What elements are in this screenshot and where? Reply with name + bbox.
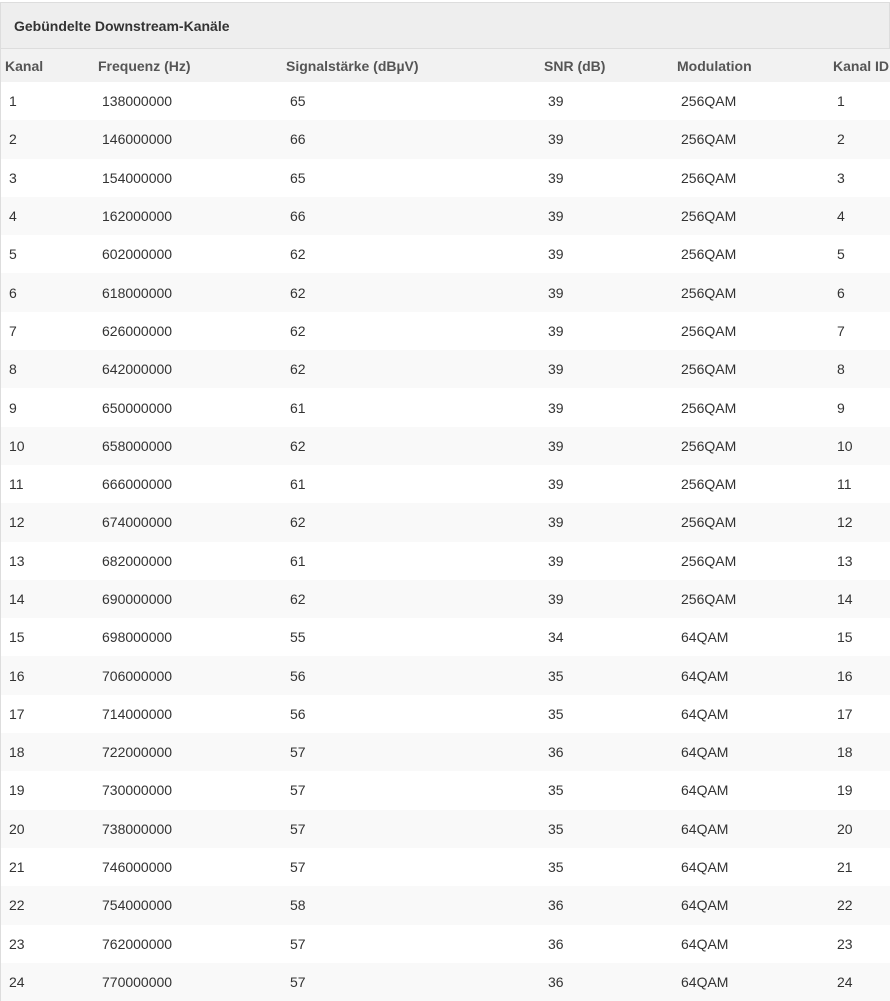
cell-frequenz: 626000000 (102, 322, 173, 339)
cell-kanal: 10 (9, 437, 25, 454)
table-row (1, 273, 890, 311)
cell-signalstaerke: 56 (290, 667, 306, 684)
cell-signalstaerke: 61 (290, 552, 306, 569)
cell-modulation: 64QAM (681, 897, 729, 914)
cell-signalstaerke: 57 (290, 744, 306, 761)
table-row (1, 733, 890, 771)
cell-modulation: 256QAM (681, 169, 737, 186)
table-row (1, 771, 890, 809)
cell-signalstaerke: 56 (290, 705, 306, 722)
cell-snr: 39 (548, 437, 564, 454)
cell-kanal-id: 20 (837, 820, 853, 837)
cell-signalstaerke: 66 (290, 131, 306, 148)
cell-frequenz: 738000000 (102, 820, 173, 837)
cell-kanal: 16 (9, 667, 25, 684)
cell-modulation: 256QAM (681, 476, 737, 493)
panel-title: Gebündelte Downstream-Kanäle (1, 2, 889, 49)
cell-modulation: 256QAM (681, 131, 737, 148)
cell-snr: 39 (548, 131, 564, 148)
table-row (1, 963, 890, 1001)
cell-kanal: 4 (9, 208, 17, 225)
cell-kanal: 19 (9, 782, 25, 799)
cell-frequenz: 618000000 (102, 284, 173, 301)
cell-kanal: 5 (9, 246, 17, 263)
cell-modulation: 256QAM (681, 208, 737, 225)
cell-signalstaerke: 57 (290, 973, 306, 990)
cell-signalstaerke: 62 (290, 361, 306, 378)
cell-kanal: 7 (9, 322, 17, 339)
table-header-row (1, 49, 890, 82)
cell-kanal: 14 (9, 591, 25, 607)
cell-kanal: 6 (9, 284, 17, 301)
cell-snr: 39 (548, 476, 564, 493)
cell-frequenz: 762000000 (102, 935, 173, 952)
table-row (1, 120, 890, 158)
table-row (1, 312, 890, 350)
cell-signalstaerke: 66 (290, 208, 306, 225)
table-header (1, 49, 890, 82)
cell-signalstaerke: 62 (290, 591, 306, 607)
cell-kanal-id: 17 (837, 705, 853, 722)
cell-modulation: 64QAM (681, 782, 729, 799)
cell-modulation: 256QAM (681, 591, 737, 607)
cell-kanal-id: 18 (837, 744, 853, 761)
cell-frequenz: 602000000 (102, 246, 173, 263)
cell-frequenz: 730000000 (102, 782, 173, 799)
cell-modulation: 64QAM (681, 820, 729, 837)
cell-signalstaerke: 61 (290, 399, 306, 416)
cell-frequenz: 690000000 (102, 591, 173, 607)
table-row (1, 350, 890, 388)
table-row (1, 695, 890, 733)
cell-frequenz: 642000000 (102, 361, 173, 378)
cell-snr: 39 (548, 322, 564, 339)
cell-frequenz: 666000000 (102, 476, 173, 493)
table-row (1, 465, 890, 503)
column-header-kanal-id: Kanal ID (833, 57, 890, 74)
cell-kanal-id: 22 (837, 897, 853, 914)
cell-kanal-id: 16 (837, 667, 853, 684)
cell-frequenz: 674000000 (102, 514, 173, 531)
cell-modulation: 64QAM (681, 744, 729, 761)
cell-signalstaerke: 65 (290, 93, 306, 110)
cell-frequenz: 162000000 (102, 208, 173, 225)
cell-signalstaerke: 62 (290, 322, 306, 339)
cell-kanal-id: 7 (837, 322, 845, 339)
cell-snr: 35 (548, 705, 564, 722)
cell-modulation: 64QAM (681, 973, 729, 990)
table-row (1, 580, 890, 618)
cell-kanal-id: 1 (837, 93, 845, 110)
cell-signalstaerke: 62 (290, 514, 306, 531)
table-row (1, 197, 890, 235)
cell-frequenz: 146000000 (102, 131, 173, 148)
cell-frequenz: 754000000 (102, 897, 173, 914)
cell-kanal-id: 5 (837, 246, 845, 263)
cell-snr: 36 (548, 973, 564, 990)
cell-kanal-id: 21 (837, 859, 853, 876)
cell-kanal: 21 (9, 859, 25, 876)
cell-kanal-id: 6 (837, 284, 845, 301)
cell-snr: 39 (548, 399, 564, 416)
cell-signalstaerke: 55 (290, 629, 306, 646)
cell-modulation: 256QAM (681, 437, 737, 454)
table-row (1, 159, 890, 197)
cell-snr: 39 (548, 93, 564, 110)
downstream-channels-panel (0, 2, 890, 1001)
column-header-signalstaerke: Signalstärke (dBµV) (286, 57, 419, 74)
cell-modulation: 64QAM (681, 705, 729, 722)
cell-signalstaerke: 57 (290, 935, 306, 952)
table-row (1, 503, 890, 541)
cell-signalstaerke: 58 (290, 897, 306, 914)
cell-modulation: 256QAM (681, 246, 737, 263)
cell-signalstaerke: 57 (290, 782, 306, 799)
table-row (1, 427, 890, 465)
cell-kanal-id: 10 (837, 437, 853, 454)
cell-signalstaerke: 61 (290, 476, 306, 493)
cell-frequenz: 706000000 (102, 667, 173, 684)
cell-kanal-id: 4 (837, 208, 845, 225)
cell-kanal: 23 (9, 935, 25, 952)
cell-signalstaerke: 62 (290, 437, 306, 454)
cell-kanal-id: 24 (837, 973, 853, 990)
column-header-kanal: Kanal (5, 57, 44, 74)
cell-modulation: 256QAM (681, 552, 737, 569)
cell-kanal-id: 2 (837, 131, 845, 148)
cell-snr: 39 (548, 169, 564, 186)
cell-kanal: 1 (9, 93, 17, 110)
cell-kanal-id: 3 (837, 169, 845, 186)
table-row (1, 810, 890, 848)
cell-modulation: 256QAM (681, 284, 737, 301)
cell-snr: 39 (548, 208, 564, 225)
cell-kanal: 18 (9, 744, 25, 761)
cell-kanal: 3 (9, 169, 17, 186)
column-header-frequenz: Frequenz (Hz) (98, 57, 191, 74)
cell-modulation: 64QAM (681, 859, 729, 876)
cell-kanal: 22 (9, 897, 25, 914)
cell-kanal-id: 15 (837, 629, 853, 646)
cell-kanal-id: 13 (837, 552, 853, 569)
cell-snr: 36 (548, 897, 564, 914)
cell-snr: 34 (548, 629, 564, 646)
cell-modulation: 64QAM (681, 629, 729, 646)
cell-kanal: 24 (9, 973, 25, 990)
cell-kanal-id: 14 (837, 591, 853, 607)
cell-modulation: 256QAM (681, 93, 737, 110)
cell-modulation: 256QAM (681, 399, 737, 416)
cell-kanal: 9 (9, 399, 17, 416)
column-header-modulation: Modulation (677, 57, 752, 74)
table-body (1, 82, 890, 1001)
table-row (1, 925, 890, 963)
cell-frequenz: 698000000 (102, 629, 173, 646)
cell-modulation: 64QAM (681, 667, 729, 684)
table-row (1, 542, 890, 580)
cell-modulation: 256QAM (681, 322, 737, 339)
cell-snr: 36 (548, 935, 564, 952)
cell-kanal: 8 (9, 361, 17, 378)
cell-frequenz: 682000000 (102, 552, 173, 569)
cell-signalstaerke: 62 (290, 284, 306, 301)
cell-kanal-id: 12 (837, 514, 853, 531)
cell-modulation: 64QAM (681, 935, 729, 952)
cell-snr: 35 (548, 667, 564, 684)
cell-snr: 35 (548, 859, 564, 876)
cell-frequenz: 650000000 (102, 399, 173, 416)
column-header-snr: SNR (dB) (544, 57, 606, 74)
downstream-channels-table (1, 49, 890, 1001)
cell-snr: 36 (548, 744, 564, 761)
cell-frequenz: 154000000 (102, 169, 173, 186)
table-row (1, 886, 890, 924)
cell-frequenz: 658000000 (102, 437, 173, 454)
cell-frequenz: 138000000 (102, 93, 173, 110)
cell-frequenz: 722000000 (102, 744, 173, 761)
cell-signalstaerke: 62 (290, 246, 306, 263)
cell-snr: 39 (548, 514, 564, 531)
table-row (1, 656, 890, 694)
cell-signalstaerke: 57 (290, 820, 306, 837)
cell-snr: 39 (548, 552, 564, 569)
cell-signalstaerke: 57 (290, 859, 306, 876)
cell-kanal: 15 (9, 629, 25, 646)
cell-kanal: 20 (9, 820, 25, 837)
table-row (1, 848, 890, 886)
cell-kanal-id: 23 (837, 935, 853, 952)
cell-snr: 39 (548, 591, 564, 607)
cell-kanal: 2 (9, 131, 17, 148)
cell-modulation: 256QAM (681, 361, 737, 378)
cell-modulation: 256QAM (681, 514, 737, 531)
cell-frequenz: 770000000 (102, 973, 173, 990)
cell-snr: 39 (548, 361, 564, 378)
table-row (1, 388, 890, 426)
cell-kanal: 11 (9, 476, 24, 493)
cell-kanal: 12 (9, 514, 25, 531)
cell-kanal-id: 8 (837, 361, 845, 378)
cell-frequenz: 714000000 (102, 705, 173, 722)
cell-kanal-id: 9 (837, 399, 845, 416)
table-row (1, 618, 890, 656)
cell-snr: 35 (548, 782, 564, 799)
table-row (1, 235, 890, 273)
cell-kanal-id: 19 (837, 782, 853, 799)
cell-signalstaerke: 65 (290, 169, 306, 186)
cell-kanal: 13 (9, 552, 25, 569)
cell-snr: 39 (548, 246, 564, 263)
cell-kanal: 17 (9, 705, 25, 722)
cell-frequenz: 746000000 (102, 859, 173, 876)
cell-kanal-id: 11 (837, 476, 852, 493)
cell-snr: 39 (548, 284, 564, 301)
cell-snr: 35 (548, 820, 564, 837)
table-row (1, 82, 890, 120)
